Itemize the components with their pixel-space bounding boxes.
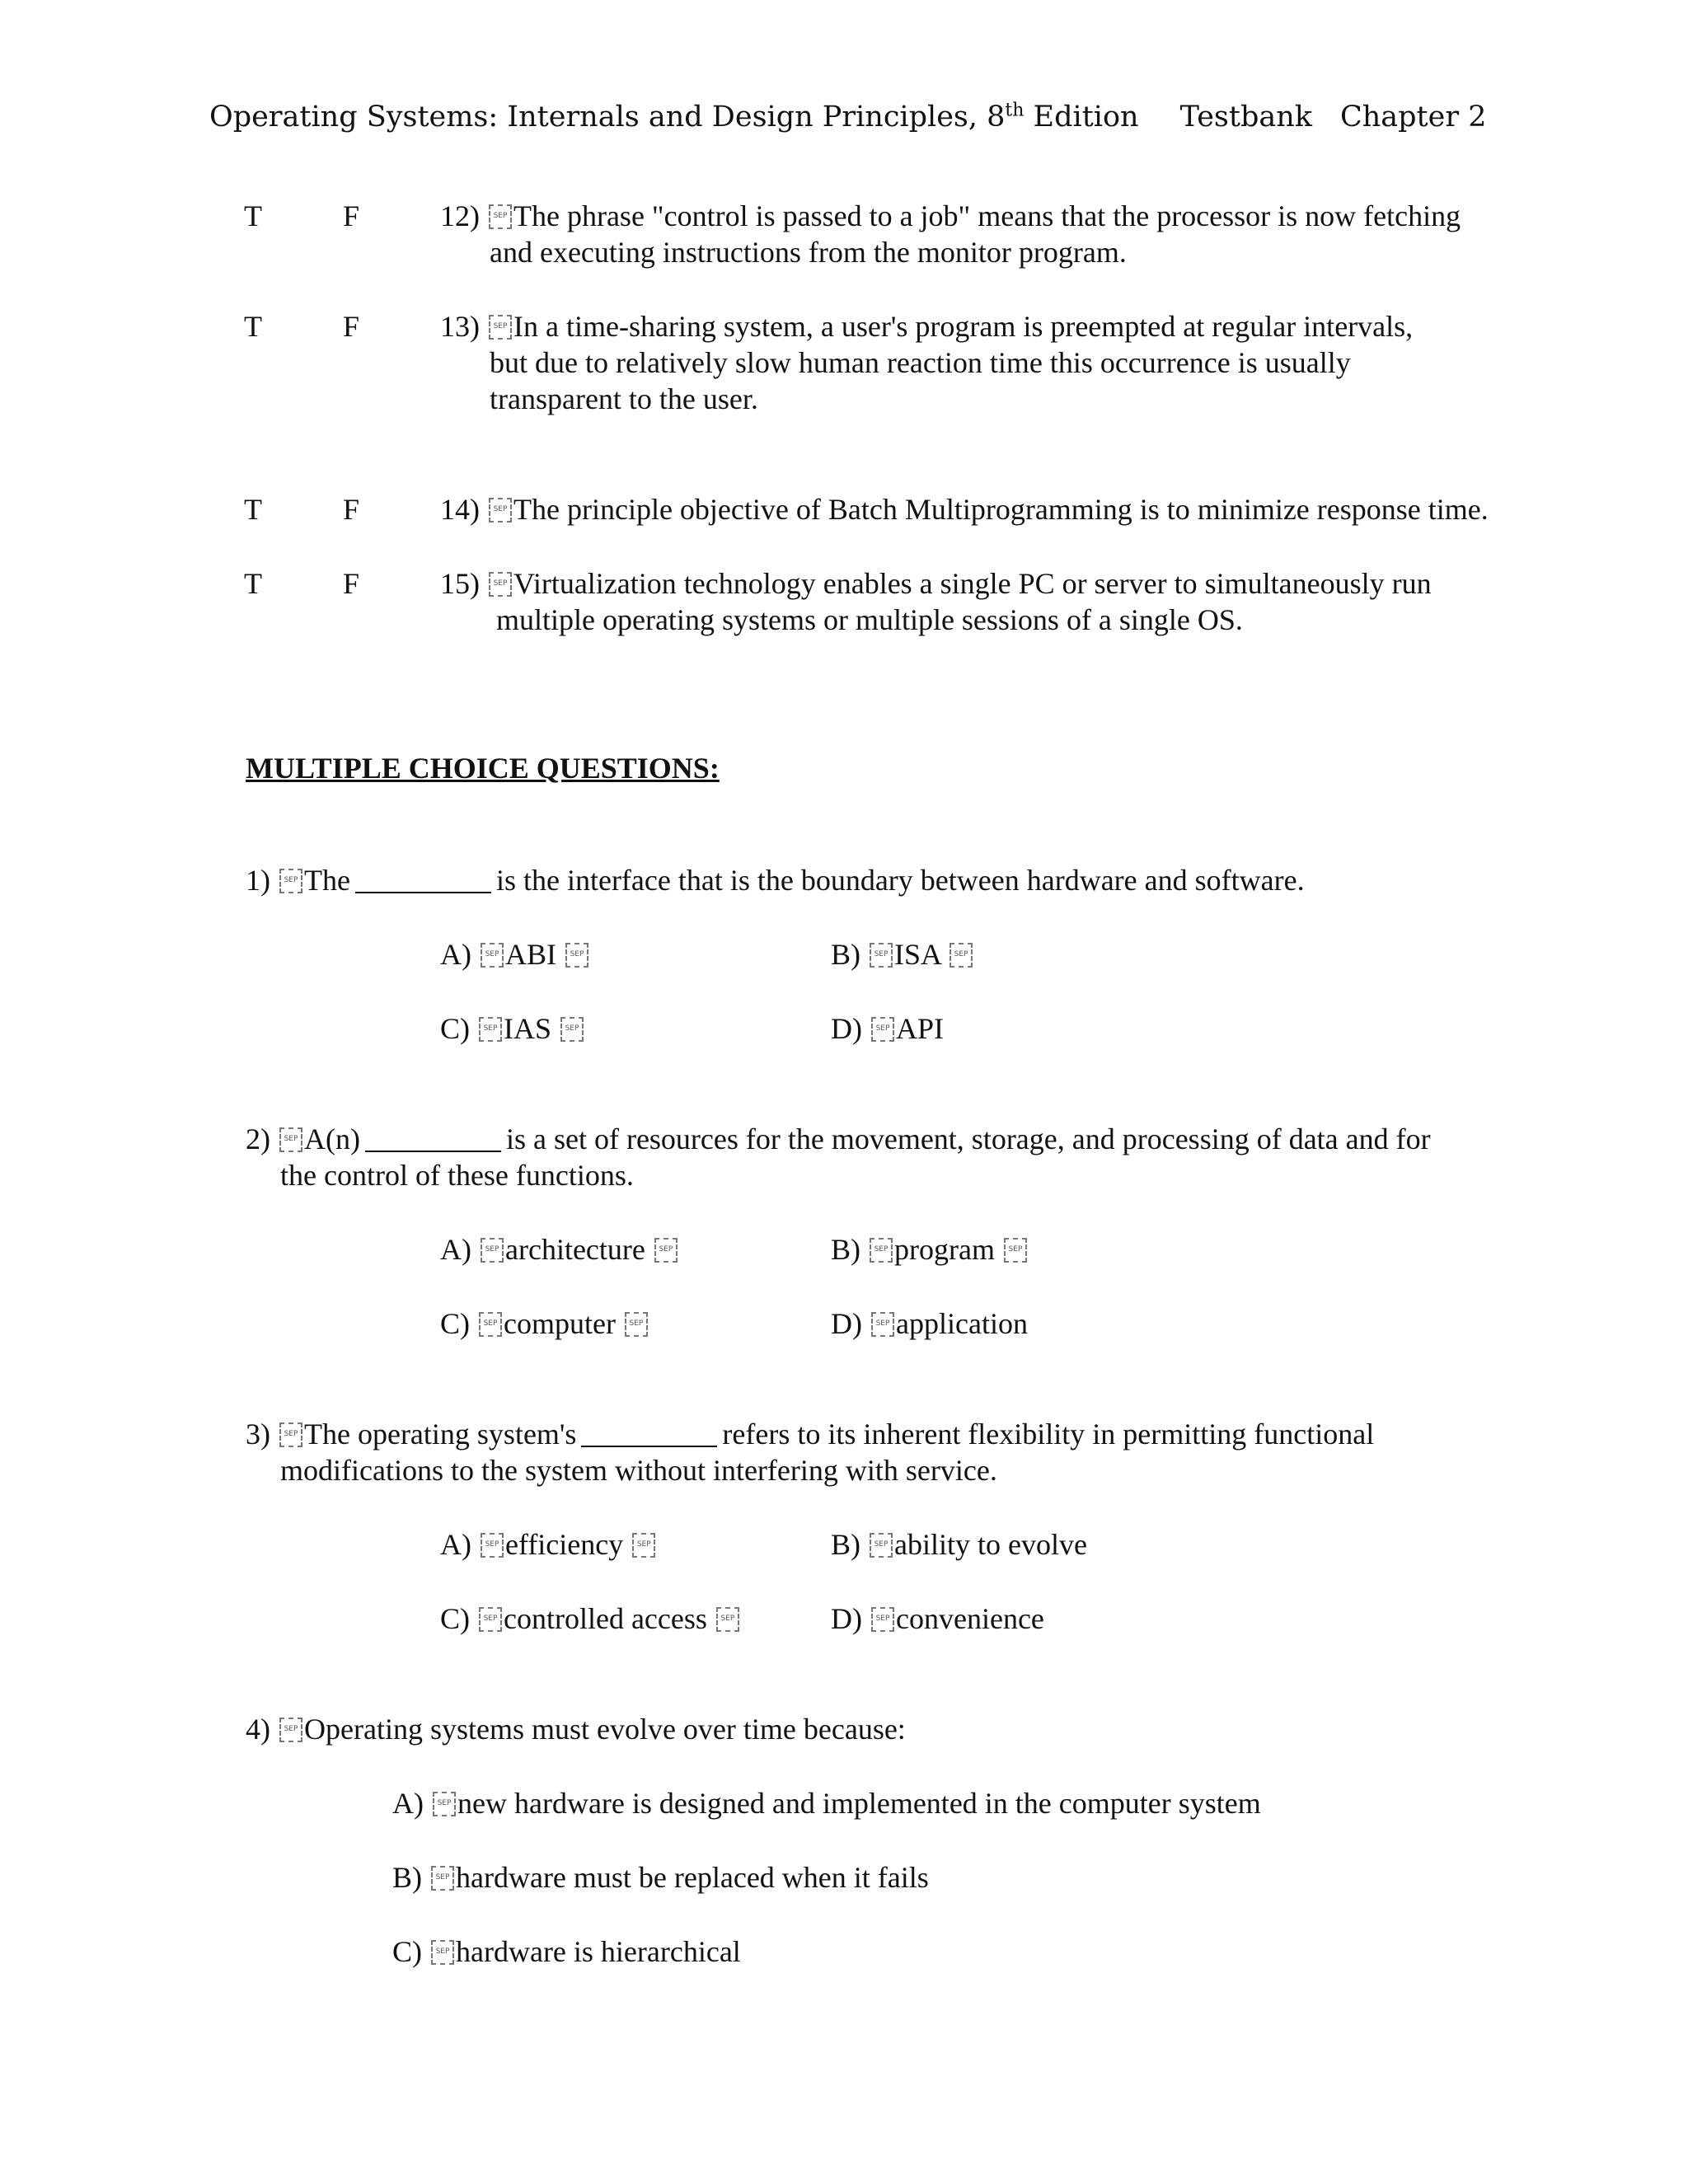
mc-option: B) SEP ability to evolve: [831, 1528, 1087, 1561]
mc-question-4: 4) SEP Operating systems must evolve over time because:: [246, 1713, 906, 1746]
sep-glyph: SEP: [279, 1127, 302, 1152]
sep-glyph: SEP: [481, 943, 504, 968]
mc-option: D) SEP convenience: [831, 1602, 1044, 1635]
sep-glyph: SEP: [489, 572, 512, 597]
sep-glyph: SEP: [654, 1238, 678, 1263]
mc-option: C) SEP computer SEP: [440, 1305, 649, 1342]
tf-question-15: 15) SEP Virtualization technology enables a single PC or server to simultaneously run: [440, 567, 1432, 600]
sep-glyph: SEP: [479, 1017, 502, 1042]
sep-glyph: SEP: [871, 1017, 894, 1042]
mc-option: D) SEP application: [831, 1307, 1028, 1340]
tf-question-15-line: multiple operating systems or multiple sessions of a single OS.: [496, 603, 1243, 636]
section-title: MULTIPLE CHOICE QUESTIONS:: [246, 752, 720, 785]
tf-question-12-line: and executing instructions from the monitor program.: [490, 236, 1127, 269]
mc-option: D) SEP API: [831, 1012, 945, 1045]
mc-option: B) SEP ISA SEP: [831, 936, 974, 972]
tf-question-13-line: transparent to the user.: [490, 382, 758, 415]
chapter-label: Chapter 2: [1339, 101, 1487, 134]
mc-question-2-line: the control of these functions.: [280, 1159, 634, 1192]
mc-question-1: 1) SEP The is the interface that is the boundary between hardware and software.: [246, 864, 1305, 897]
mc-option: C) SEP IAS SEP: [440, 1010, 585, 1047]
sep-glyph: SEP: [871, 1607, 894, 1632]
tf-option-false: F: [343, 310, 360, 343]
sep-glyph: SEP: [279, 1718, 302, 1742]
mc-option: A) SEP new hardware is designed and implemented in the computer system: [392, 1787, 1261, 1820]
tf-option-false: F: [343, 567, 360, 600]
sep-glyph: SEP: [1004, 1238, 1027, 1263]
answer-blank: [355, 867, 491, 893]
sep-glyph: SEP: [560, 1017, 584, 1042]
mc-option: C) SEP hardware is hierarchical: [392, 1935, 741, 1968]
tf-option-false: F: [343, 199, 360, 232]
sep-glyph: SEP: [481, 1238, 504, 1263]
mc-question-2: 2) SEP A(n) is a set of resources for the movement, storage, and processing of data and for: [246, 1122, 1431, 1155]
sep-glyph: SEP: [871, 1312, 894, 1337]
sep-glyph: SEP: [489, 204, 512, 229]
sep-glyph: SEP: [870, 943, 893, 968]
tf-option-false: F: [343, 493, 360, 526]
tf-question-12: 12) SEP The phrase "control is passed to a job" means that the processor is now fetching: [440, 199, 1461, 232]
sep-glyph: SEP: [489, 315, 512, 340]
sep-glyph: SEP: [950, 943, 973, 968]
testbank-label: Testbank: [1179, 101, 1312, 134]
sep-glyph: SEP: [431, 1940, 454, 1965]
sep-glyph: SEP: [632, 1533, 655, 1558]
sep-glyph: SEP: [479, 1607, 502, 1632]
sep-glyph: SEP: [625, 1312, 648, 1337]
mc-option: B) SEP program SEP: [831, 1231, 1029, 1268]
tf-option-true: T: [244, 567, 262, 600]
mc-option: B) SEP hardware must be replaced when it fails: [392, 1861, 929, 1894]
mc-question-3: 3) SEP The operating system's refers to its inherent flexibility in permitting functional: [246, 1418, 1375, 1451]
mc-option: A) SEP efficiency SEP: [440, 1526, 657, 1563]
mc-option: C) SEP controlled access SEP: [440, 1601, 741, 1637]
sep-glyph: SEP: [431, 1866, 454, 1891]
tf-option-true: T: [244, 199, 262, 232]
sep-glyph: SEP: [716, 1607, 739, 1632]
sep-glyph: SEP: [565, 943, 588, 968]
sep-glyph: SEP: [870, 1238, 893, 1263]
answer-blank: [365, 1126, 501, 1152]
sep-glyph: SEP: [279, 869, 302, 893]
mc-question-3-line: modifications to the system without interfering with service.: [280, 1454, 997, 1487]
tf-option-true: T: [244, 310, 262, 343]
sep-glyph: SEP: [870, 1533, 893, 1558]
answer-blank: [581, 1421, 717, 1447]
book-title: Operating Systems: Internals and Design Principles, 8th Edition: [209, 100, 1139, 134]
sep-glyph: SEP: [489, 498, 512, 523]
sep-glyph: SEP: [279, 1422, 302, 1447]
page-header: [209, 99, 1486, 135]
sep-glyph: SEP: [481, 1533, 504, 1558]
tf-question-13: 13) SEP In a time-sharing system, a user's program is preempted at regular intervals,: [440, 310, 1414, 343]
mc-option: A) SEP architecture SEP: [440, 1231, 679, 1268]
sep-glyph: SEP: [433, 1792, 456, 1816]
mc-option: A) SEP ABI SEP: [440, 936, 590, 972]
tf-question-14: 14) SEP The principle objective of Batch Multiprogramming is to minimize response time.: [440, 493, 1489, 526]
sep-glyph: SEP: [479, 1312, 502, 1337]
tf-option-true: T: [244, 493, 262, 526]
tf-question-13-line: but due to relatively slow human reaction time this occurrence is usually: [490, 346, 1351, 379]
